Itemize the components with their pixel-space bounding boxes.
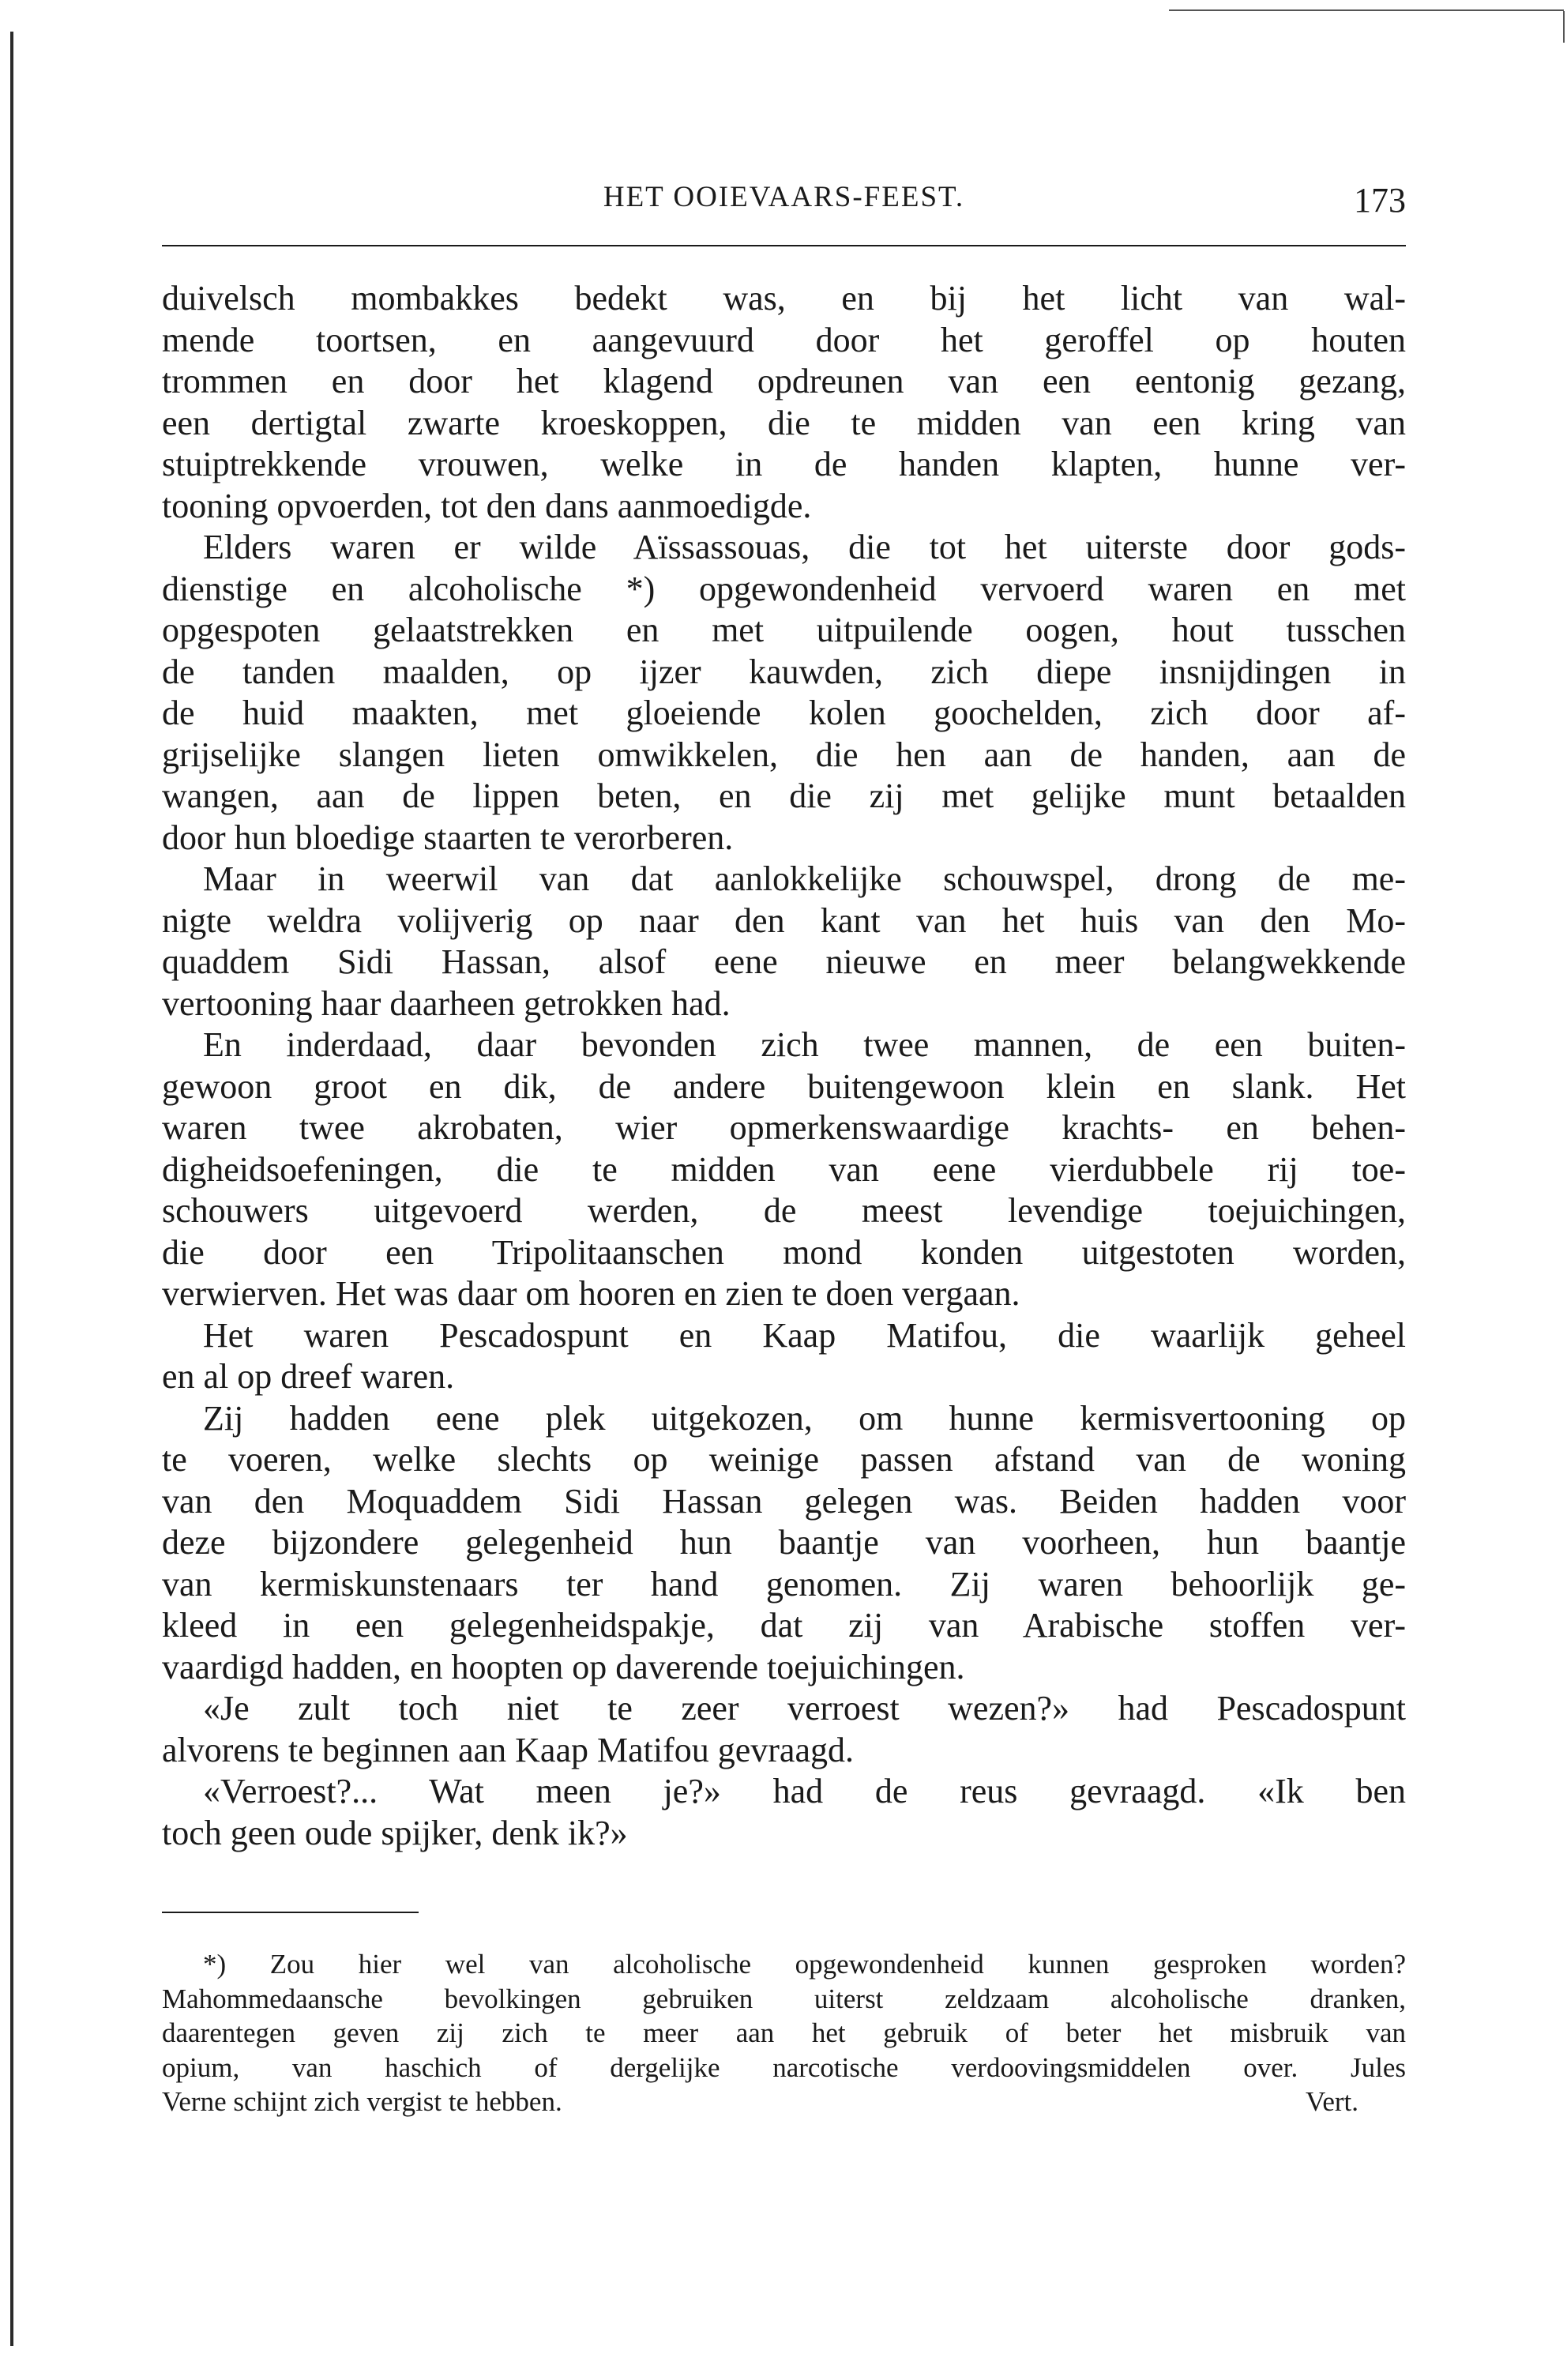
footnote-line: *) Zou hier wel van alcoholische opgewondenheid kunnen gesproken worden? [203,1949,1406,1980]
text-line: de huid maakten, met gloeiende kolen goochelden, zich door af- [162,694,1406,732]
text-line: opgespoten gelaatstrekken en met uitpuilende oogen, hout tusschen [162,611,1406,649]
scan-edge-top [1169,9,1564,11]
page-number: 173 [1354,181,1406,220]
text-line: En inderdaad, daar bevonden zich twee mannen, de een buiten- [203,1025,1406,1064]
text-line: gewoon groot en dik, de andere buitengewoon klein en slank. Het [162,1066,1406,1106]
text-line: van den Moquaddem Sidi Hassan gelegen was. Beiden hadden voor [162,1481,1406,1521]
text-line: quaddem Sidi Hassan, alsof eene nieuwe en meer belangwekkende [162,942,1406,981]
text-line: duivelsch mombakkes bedekt was, en bij het licht van wal- [162,279,1406,318]
text-line: digheidsoefeningen, die te midden van eene vierdubbele rij toe- [162,1149,1406,1189]
text-line: nigte weldra volijverig op naar den kant van het huis van den Mo- [162,900,1406,940]
text-line: waren twee akrobaten, wier opmerkenswaardige krachts- en behen- [162,1108,1406,1147]
footnote [162,1947,1406,2119]
text-line: door hun bloedige staarten te verorberen. [162,818,734,857]
text-line: grijselijke slangen lieten omwikkelen, die hen aan de handen, aan de [162,735,1406,774]
footnote-rule [162,1912,419,1913]
translator-signature: Vert. [1305,2086,1358,2117]
text-line: Elders waren er wilde Aïssassouas, die tot het uiterste door gods- [203,528,1406,566]
text-line: tooning opvoerden, tot den dans aanmoedigde. [162,486,812,525]
text-line: Het waren Pescadospunt en Kaap Matifou, die waarlijk geheel [203,1315,1406,1355]
text-line: stuiptrekkende vrouwen, welke in de handen klapten, hunne ver- [162,445,1406,483]
text-line: deze bijzondere gelegenheid hun baantje van voorheen, hun baantje [162,1523,1406,1562]
footnote-last-line [162,2085,1406,2119]
page-header [162,180,1406,227]
text-line: Zij hadden eene plek uitgekozen, om hunne kermisvertooning op [203,1398,1406,1438]
text-line: en al op dreef waren. [162,1357,455,1396]
footnote-line: daarentegen geven zij zich te meer aan het gebruik of beter het misbruik van [162,2017,1406,2048]
text-line: toch geen oude spijker, denk ik?» [162,1813,628,1852]
footnote-line: Verne schijnt zich vergist te hebben. [162,2086,562,2117]
text-line: te voeren, welke slechts op weinige passen afstand van de woning [162,1440,1406,1479]
text-line: alvorens te beginnen aan Kaap Matifou gevraagd. [162,1730,854,1769]
running-title: HET OOIEVAARS-FEEST. [603,181,965,213]
text-line: vaardigd hadden, en hoopten op daverende toejuichingen. [162,1647,965,1686]
scan-edge-right [1563,11,1565,43]
footnote-line: opium, van haschich of dergelijke narcotische verdoovingsmiddelen over. Jules [162,2051,1406,2083]
text-line: kleed in een gelegenheidspakje, dat zij van Arabische stoffen ver- [162,1606,1406,1645]
text-line: dienstige en alcoholische *) opgewondenheid vervoerd waren en met [162,569,1406,608]
text-line: de tanden maalden, op ijzer kauwden, zich diepe insnijdingen in [162,652,1406,691]
body-text [162,278,1406,1854]
text-line: wangen, aan de lippen beten, en die zij met gelijke munt betaalden [162,776,1406,815]
text-line: een dertigtal zwarte kroeskoppen, die te midden van een kring van [162,403,1406,442]
text-line: trommen en door het klagend opdreunen van een eentonig gezang, [162,362,1406,400]
text-line: verwierven. Het was daar om hooren en zien te doen vergaan. [162,1274,1020,1313]
text-line: «Je zult toch niet te zeer verroest wezen?» had Pescadospunt [203,1689,1406,1728]
text-line: Maar in weerwil van dat aanlokkelijke schouwspel, drong de me- [203,859,1406,898]
text-line: schouwers uitgevoerd werden, de meest levendige toejuichingen, [162,1191,1406,1230]
footnote-line: Mahommedaansche bevolkingen gebruiken uiterst zeldzaam alcoholische dranken, [162,1983,1406,2014]
text-line: mende toortsen, en aangevuurd door het geroffel op houten [162,320,1406,359]
text-line: die door een Tripolitaanschen mond konden uitgestoten worden, [162,1232,1406,1272]
header-rule [162,245,1406,246]
text-line: vertooning haar daarheen getrokken had. [162,983,731,1023]
text-line: «Verroest?... Wat meen je?» had de reus gevraagd. «Ik ben [203,1772,1406,1810]
scan-edge-left [10,32,13,2346]
text-line: van kermiskunstenaars ter hand genomen. Zij waren behoorlijk ge- [162,1564,1406,1604]
